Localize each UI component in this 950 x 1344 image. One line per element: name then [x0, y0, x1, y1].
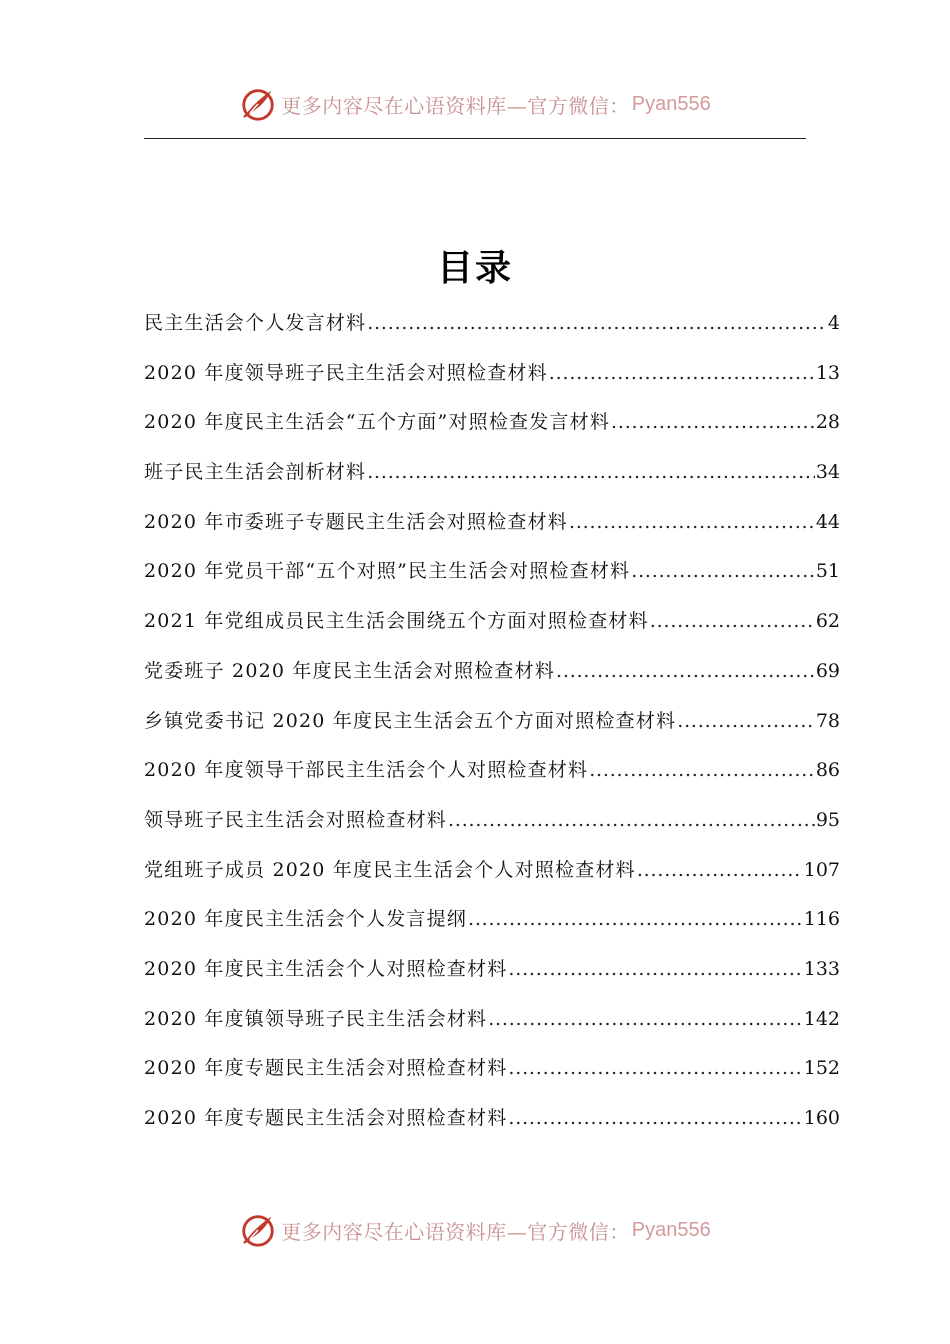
- toc-entry-title: 2020 年度领导班子民主生活会对照检查材料: [144, 361, 548, 384]
- toc-entry[interactable]: [144, 852, 840, 902]
- toc-entry-title: 2020 年党员干部“五个对照”民主生活会对照检查材料: [144, 560, 631, 583]
- toc-entry-title: 党组班子成员 2020 年度民主生活会个人对照检查材料: [144, 858, 636, 881]
- toc-entry-page-number: 13: [815, 361, 840, 384]
- toc-dot-leader: [488, 1001, 803, 1037]
- table-of-contents: [144, 305, 840, 1150]
- toc-entry-title: 2020 年度民主生活会个人发言提纲: [144, 908, 467, 931]
- header-banner-text: 更多内容尽在心语资料库—官方微信：: [281, 93, 630, 118]
- toc-entry-title: 2021 年党组成员民主生活会围绕五个方面对照检查材料: [144, 610, 649, 633]
- toc-entry-page-number: 142: [803, 1007, 840, 1030]
- toc-entry[interactable]: [144, 1001, 840, 1051]
- toc-entry-page-number: 4: [827, 312, 840, 334]
- toc-entry[interactable]: [144, 1100, 840, 1150]
- toc-entry[interactable]: [144, 1050, 840, 1100]
- quill-logo-icon: [239, 1211, 277, 1249]
- toc-dot-leader: [650, 603, 815, 639]
- quill-logo-icon: [239, 85, 277, 123]
- toc-entry-title: 党委班子 2020 年度民主生活会对照检查材料: [144, 659, 556, 682]
- toc-entry[interactable]: [144, 653, 840, 703]
- footer-banner: [0, 1208, 950, 1252]
- header-banner-wechat-id: Pyan556: [631, 92, 711, 115]
- toc-dot-leader: [448, 802, 815, 838]
- toc-entry-page-number: 62: [815, 610, 840, 633]
- header-divider: [144, 138, 806, 139]
- toc-dot-leader: [468, 901, 803, 937]
- toc-entry[interactable]: [144, 951, 840, 1001]
- toc-entry-page-number: 160: [803, 1107, 840, 1129]
- toc-entry-page-number: 133: [803, 957, 840, 980]
- toc-entry-title: 2020 年市委班子专题民主生活会对照检查材料: [144, 510, 568, 533]
- footer-banner-wechat-id: Pyan556: [631, 1218, 711, 1241]
- toc-entry-title: 班子民主生活会剖析材料: [144, 461, 367, 484]
- toc-entry[interactable]: [144, 703, 840, 753]
- toc-entry[interactable]: [144, 802, 840, 852]
- toc-dot-leader: [508, 1100, 802, 1136]
- toc-dot-leader: [549, 355, 815, 391]
- toc-entry-page-number: 28: [815, 411, 840, 434]
- toc-entry-page-number: 34: [815, 461, 840, 484]
- header-banner: [0, 82, 950, 126]
- toc-dot-leader: [637, 852, 803, 888]
- toc-entry[interactable]: [144, 504, 840, 554]
- toc-entry-title: 领导班子民主生活会对照检查材料: [144, 808, 448, 831]
- toc-dot-leader: [589, 752, 815, 788]
- toc-dot-leader: [569, 504, 815, 540]
- toc-entry-page-number: 95: [815, 808, 840, 831]
- toc-entry-title: 2020 年度民主生活会个人对照检查材料: [144, 957, 508, 980]
- toc-entry[interactable]: [144, 603, 840, 653]
- toc-entry[interactable]: [144, 404, 840, 454]
- toc-dot-leader: [556, 653, 815, 689]
- toc-dot-leader: [677, 703, 815, 739]
- toc-entry-page-number: 51: [815, 560, 840, 583]
- footer-banner-text: 更多内容尽在心语资料库—官方微信：: [281, 1219, 630, 1244]
- toc-dot-leader: [367, 305, 827, 341]
- toc-entry[interactable]: [144, 752, 840, 802]
- toc-entry-title: 2020 年度领导干部民主生活会个人对照检查材料: [144, 759, 589, 782]
- toc-entry-title: 民主生活会个人发言材料: [144, 312, 367, 334]
- toc-dot-leader: [611, 404, 815, 440]
- toc-entry[interactable]: [144, 901, 840, 951]
- toc-dot-leader: [508, 1050, 802, 1086]
- toc-entry-title: 2020 年度民主生活会“五个方面”对照检查发言材料: [144, 411, 611, 434]
- toc-entry-page-number: 69: [815, 659, 840, 682]
- toc-entry-title: 2020 年度镇领导班子民主生活会材料: [144, 1007, 488, 1030]
- toc-entry-page-number: 78: [815, 709, 840, 732]
- toc-entry[interactable]: [144, 454, 840, 504]
- toc-entry-page-number: 86: [815, 759, 840, 782]
- toc-entry-page-number: 152: [803, 1057, 840, 1080]
- toc-dot-leader: [508, 951, 802, 987]
- toc-entry-page-number: 107: [803, 858, 840, 881]
- toc-entry-page-number: 44: [815, 510, 840, 533]
- toc-entry[interactable]: [144, 355, 840, 405]
- toc-entry-title: 2020 年度专题民主生活会对照检查材料: [144, 1107, 508, 1129]
- toc-dot-leader: [631, 553, 815, 589]
- page-title: 目录: [436, 248, 513, 289]
- toc-entry-title: 乡镇党委书记 2020 年度民主生活会五个方面对照检查材料: [144, 709, 677, 732]
- toc-entry[interactable]: [144, 305, 840, 355]
- toc-entry[interactable]: [144, 553, 840, 603]
- toc-entry-page-number: 116: [803, 908, 840, 931]
- toc-dot-leader: [367, 454, 815, 490]
- toc-entry-title: 2020 年度专题民主生活会对照检查材料: [144, 1057, 508, 1080]
